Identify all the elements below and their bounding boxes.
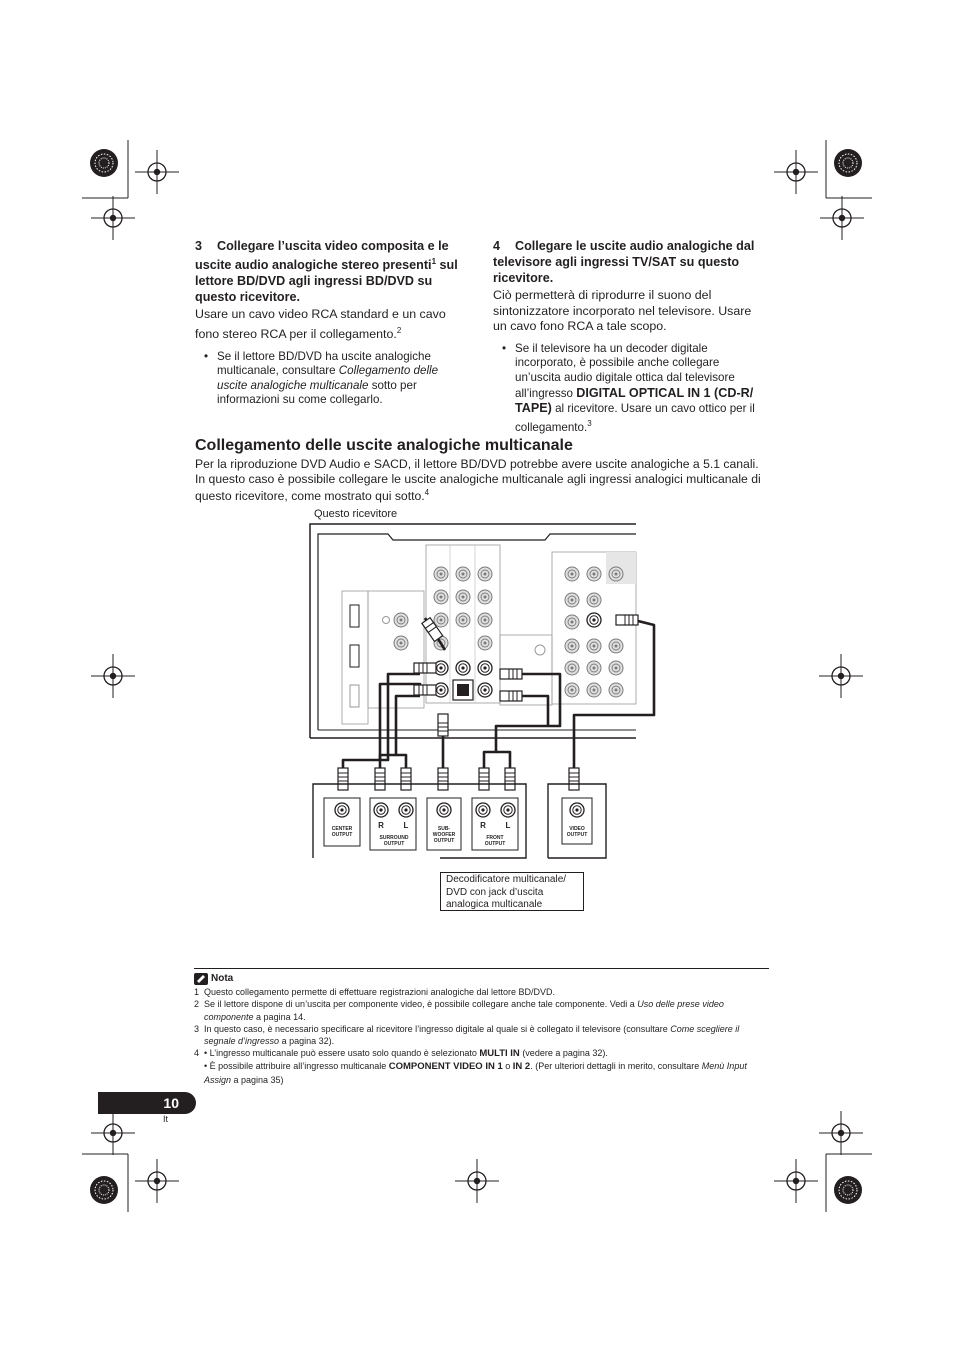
section-intro: Per la riproduzione DVD Audio e SACD, il lettore BD/DVD potrebbe avere uscite analogiche a 5.1 canali. In questo caso è possibile collegare le uscite analogiche multicanale agli ingressi analogici multicanale di questo ricevitore, come mostrato qui sotto.$^4$: [195, 457, 761, 504]
jack-label-surround-output: OUTPUT: [383, 841, 405, 847]
page-number: 10: [163, 1095, 179, 1111]
note-3: 3 In questo caso, è necessario specificare al ricevitore l’ingresso digitale al quale si è collegato il televisore (consultare Come scegliere il segnale d’ingresso a pagina 32).: [194, 1023, 740, 1047]
jack-label-surround: SURROUND: [379, 835, 409, 841]
step3-heading: 3 Collegare l’uscita video composita e le uscite audio analogiche stereo presenti$^1$ sul lettore BD/DVD agli ingressi BD/DVD su questo ricevitore.: [195, 239, 458, 305]
receiver-rear-panel: [310, 524, 636, 738]
page-number-tab: [98, 1092, 196, 1114]
step4-heading: 4 Collegare le uscite audio analogiche dal televisore agli ingressi TV/SAT su questo ricevitore.: [493, 239, 755, 285]
jack-label-surround-r: R: [378, 821, 384, 830]
page-language: It: [163, 1114, 169, 1124]
notes-title: Nota: [194, 973, 769, 985]
jack-label-front-r: R: [480, 821, 486, 830]
note-4b: • È possibile attribuire all’ingresso multicanale COMPONENT VIDEO IN 1 o IN 2. (Per ulteriori dettagli in merito, consultare Menù Input Assign a pagina 35): [204, 1061, 747, 1085]
step4-column: [493, 238, 768, 435]
connection-diagram: [300, 520, 660, 870]
note-icon: [194, 973, 208, 985]
jack-label-front-output: OUTPUT: [484, 841, 506, 847]
decoder-label: Decodificatore multicanale/ DVD con jack d’uscita analogica multicanale: [440, 872, 584, 911]
jack-label-front-l: L: [505, 821, 511, 830]
jack-label-sub-output: OUTPUT: [433, 838, 455, 844]
jack-label-center: CENTER: [331, 826, 353, 832]
step3-column: [195, 238, 470, 408]
jack-label-woofer: WOOFER: [432, 832, 456, 838]
notes: [194, 968, 769, 1086]
jack-label-center-output: OUTPUT: [331, 832, 353, 838]
note-4a: 4 • L’ingresso multicanale può essere usato solo quando è selezionato MULTI IN (vedere a pagina 32).: [194, 1048, 608, 1060]
jack-label-surround-l: L: [403, 821, 409, 830]
jack-label-sub: SUB-: [437, 826, 451, 832]
note-2: 2 Se il lettore dispone di un’uscita per componente video, è possibile collegare anche tale componente. Vedi a Uso delle prese video componente a pagina 14.: [194, 999, 724, 1022]
note-1: 1 Questo collegamento permette di effettuare registrazioni analogiche dal lettore BD/DVD.: [194, 987, 556, 998]
step3-body: Usare un cavo video RCA standard e un cavo fono stereo RCA per il collegamento.$^2$: [195, 307, 446, 341]
section-title: Collegamento delle uscite analogiche multicanale: [195, 437, 573, 454]
step3-bullet: • Se il lettore BD/DVD ha uscite analogiche multicanale, consultare Collegamento delle uscite analogiche multicanale sotto per informazioni su come collegarlo.: [195, 350, 470, 408]
step4-bullet: • Se il televisore ha un decoder digitale incorporato, è possibile anche collegare un’uscita audio digitale ottica dal televisore all’ingresso DIGITAL OPTICAL IN 1 (CD-R/ TAPE) al ricevitore. Usare un cavo ottico per il collegamento.$^3$: [493, 342, 768, 435]
jack-label-front: FRONT: [486, 835, 504, 841]
decoder-unit: [313, 784, 606, 858]
jack-label-video-output: OUTPUT: [566, 832, 588, 838]
cables: [343, 618, 654, 775]
jack-label-video: VIDEO: [569, 826, 585, 832]
step4-body: Ciò permetterà di riprodurre il suono del sintonizzatore incorporato nel televisore. Usare un cavo fono RCA a tale scopo.: [493, 288, 752, 334]
receiver-label: Questo ricevitore: [314, 508, 398, 520]
